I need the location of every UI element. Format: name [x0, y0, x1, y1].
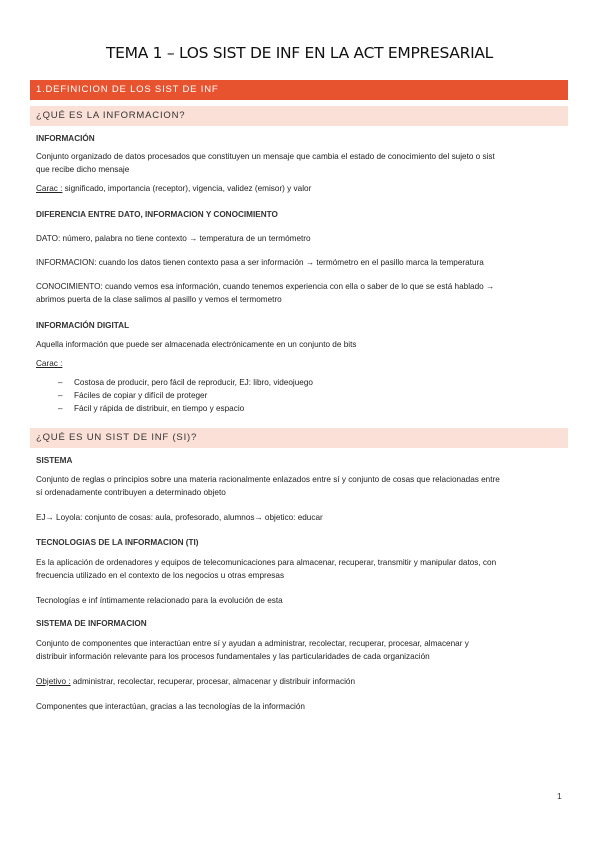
- si-definition-line-2: distribuir información relevante para los procesos fundamentales y las particularidades de cada organización: [36, 652, 430, 661]
- componentes-line: Componentes que interactúan, gracias a las tecnologías de la información: [36, 702, 305, 711]
- informacion-definition-line-1: Conjunto organizado de datos procesados que constituyen un mensaje que cambia el estado de conocimiento del sujeto o sist: [36, 152, 495, 161]
- dash-bullet-icon: –: [58, 404, 63, 413]
- heading-informacion: INFORMACIÓN: [36, 134, 95, 143]
- carac-label-2: Carac :: [36, 359, 63, 368]
- informacion-definition-line-2: que recibe dicho mensaje: [36, 165, 130, 174]
- digital-definition: Aquella información que puede ser almacenada electrónicamente en un conjunto de bits: [36, 340, 357, 349]
- bullet-item: – Fáciles de copiar y difícil de proteger: [58, 391, 208, 400]
- sistema-definition-line-1: Conjunto de reglas o principios sobre una materia racionalmente enlazados entre sí y conjunto de cosas que relacionadas entre: [36, 475, 500, 484]
- subsection-header-que-es-informacion: ¿QUÉ ES LA INFORMACION?: [30, 106, 568, 126]
- heading-sistema: SISTEMA: [36, 456, 73, 465]
- page-title: TEMA 1 – LOS SIST DE INF EN LA ACT EMPRESARIAL: [106, 44, 493, 62]
- heading-ti: TECNOLOGIAS DE LA INFORMACION (TI): [36, 538, 199, 547]
- si-definition-line-1: Conjunto de componentes que interactúan entre sí y ayudan a administrar, recolectar, recuperar, procesar, almacenar y: [36, 639, 469, 648]
- section-header-definicion: 1.DEFINICION DE LOS SIST DE INF: [30, 80, 568, 100]
- heading-diferencia: DIFERENCIA ENTRE DATO, INFORMACION Y CONOCIMIENTO: [36, 210, 278, 219]
- objetivo-label: Objetivo :: [36, 677, 71, 686]
- dash-bullet-icon: –: [58, 391, 63, 400]
- bullet-item: – Fácil y rápida de distribuir, en tiempo y espacio: [58, 404, 245, 413]
- dash-bullet-icon: –: [58, 378, 63, 387]
- ti-relation: Tecnologías e inf íntimamente relacionado para la evolución de esta: [36, 596, 283, 605]
- objetivo-line: [36, 675, 561, 688]
- carac-text: significado, importancia (receptor), vigencia, validez (emisor) y valor: [64, 184, 312, 193]
- conocimiento-line-1: CONOCIMIENTO: cuando vemos esa información, cuando tenemos experiencia con ella o saber de lo que se está hablado →: [36, 282, 495, 291]
- sistema-definition-line-2: sí ordenadamente contribuyen a determinado objeto: [36, 488, 226, 497]
- heading-sistema-informacion: SISTEMA DE INFORMACION: [36, 619, 147, 628]
- sistema-example: EJ→ Loyola: conjunto de cosas: aula, profesorado, alumnos→ objetico: educar: [36, 513, 323, 522]
- carac-label: Carac :: [36, 184, 63, 193]
- heading-informacion-digital: INFORMACIÓN DIGITAL: [36, 321, 130, 330]
- conocimiento-line-2: abrimos puerta de la clase salimos al pasillo y vemos el termometro: [36, 295, 282, 304]
- ti-definition-line-2: frecuencia utilizado en el contexto de los negocios u otras empresas: [36, 571, 285, 580]
- dato-line: DATO: número, palabra no tiene contexto → temperatura de un termómetro: [36, 234, 311, 243]
- informacion-example-line: INFORMACION: cuando los datos tienen contexto pasa a ser información → termómetro en el pasillo marca la temperatura: [36, 258, 484, 267]
- carac-line-1: [36, 182, 561, 195]
- page-number: 1: [557, 791, 562, 801]
- objetivo-text: administrar, recolectar, recuperar, procesar, almacenar y distribuir información: [72, 677, 356, 686]
- subsection-header-que-es-si: ¿QUÉ ES UN SIST DE INF (SI)?: [30, 428, 568, 448]
- ti-definition-line-1: Es la aplicación de ordenadores y equipos de telecomunicaciones para almacenar, recuperar, transmitir y manipular datos, con: [36, 558, 497, 567]
- bullet-item: – Costosa de producir, pero fácil de reproducir, EJ: libro, videojuego: [58, 378, 313, 387]
